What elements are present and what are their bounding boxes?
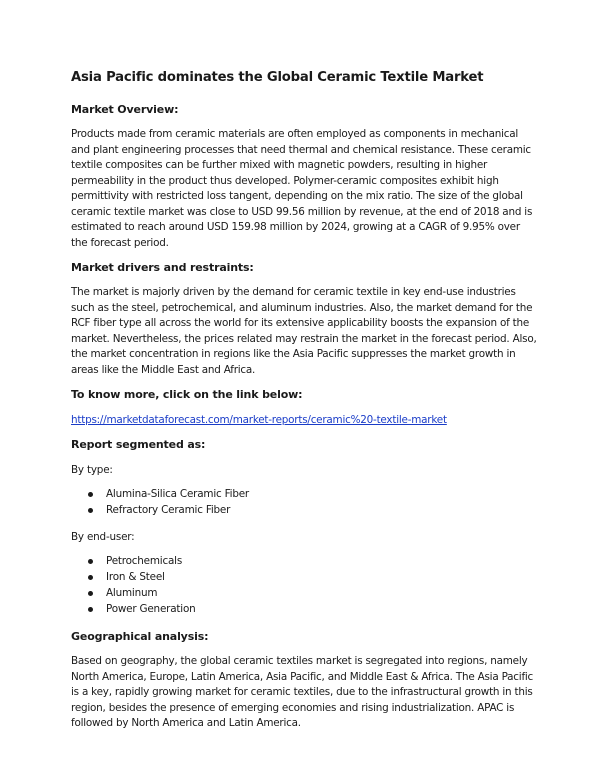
list-item — [71, 570, 539, 586]
report-link[interactable]: https://marketdataforecast.com/market-reports/ceramic%20-textile-market — [71, 414, 447, 426]
bullet-icon — [88, 508, 93, 513]
list-item-label: Alumina-Silica Ceramic Fiber — [106, 488, 250, 500]
bullet-icon — [88, 492, 93, 497]
type-list — [71, 487, 539, 518]
list-item-label: Petrochemicals — [106, 555, 183, 568]
page-title: Asia Pacific dominates the Global Ceramic Textile Market — [71, 70, 484, 85]
list-item-label: Power Generation — [106, 602, 196, 615]
by-end-user-label: By end-user: — [71, 531, 135, 544]
list-item — [71, 487, 539, 503]
list-item — [71, 602, 539, 618]
end-user-list — [71, 554, 539, 617]
segments-heading: Report segmented as: — [71, 438, 206, 451]
drivers-heading: Market drivers and restraints: — [71, 261, 254, 274]
list-item — [71, 503, 539, 519]
list-item-label: Refractory Ceramic Fiber — [106, 503, 231, 516]
list-item — [71, 586, 539, 602]
bullet-icon — [88, 607, 93, 612]
overview-heading: Market Overview: — [71, 103, 179, 116]
geography-heading: Geographical analysis: — [71, 630, 209, 644]
more-info-heading: To know more, click on the link below: — [71, 388, 303, 401]
overview-paragraph: Products made from ceramic materials are often employed as components in mechanical and plant engineering processes that need thermal and chemical resistance. These ceramic textile composites can be further mixed with magnetic powders, resulting in higher permeability in the product thus developed. Polymer-ceramic composites exhibit high permittivity with restricted loss tangent, depending on the mix ratio. The size of the global ceramic textile market was close to USD 99.56 million by revenue, at the end of 2018 and is estimated to reach around USD 159.98 million by 2024, growing at a CAGR of 9.95% over the forecast period. — [71, 128, 533, 249]
document-page — [71, 68, 539, 740]
list-item — [71, 554, 539, 570]
bullet-icon — [88, 559, 93, 564]
bullet-icon — [88, 575, 93, 580]
list-item-label: Iron & Steel — [106, 571, 165, 584]
drivers-paragraph: The market is majorly driven by the demand for ceramic textile in key end-use industries such as the steel, petrochemical, and aluminum industries. Also, the market demand for the RCF fiber type all across the world for its extensive applicability boosts the expansion of the market. Nevertheless, the prices related may restrain the market in the forecast period. Also, the market concentration in regions like the Asia Pacific suppresses the market growth in areas like the Middle East and Africa. — [71, 286, 537, 376]
bullet-icon — [88, 591, 93, 596]
by-type-label: By type: — [71, 464, 113, 476]
geography-paragraph: Based on geography, the global ceramic textiles market is segregated into regions, namely North America, Europe, Latin America, Asia Pacific, and Middle East & Africa. The Asia Pacific is a key, rapidly growing market for ceramic textiles, due to the infrastructural growth in this region, besides the presence of emerging economies and rising industrialization. APAC is followed by North America and Latin America. — [71, 655, 534, 730]
list-item-label: Aluminum — [106, 586, 158, 599]
